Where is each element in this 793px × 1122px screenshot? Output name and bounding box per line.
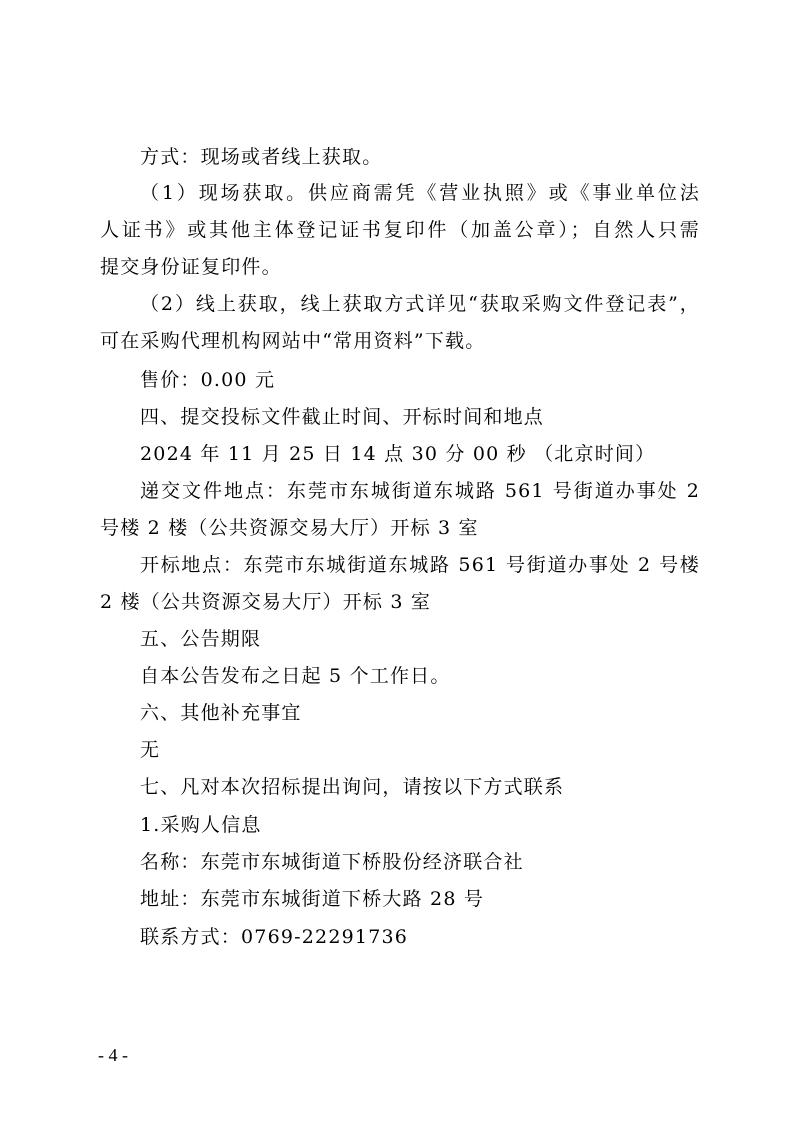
text-line-acquisition-method: 方式：现场或者线上获取。 xyxy=(140,146,383,168)
text-line-deadline-time: 2024 年 11 月 25 日 14 点 30 分 00 秒 （北京时间） xyxy=(140,443,656,465)
text-line-none: 无 xyxy=(140,739,161,761)
text-line-purchaser-name: 名称：东莞市东城街道下桥股份经济联合社 xyxy=(140,851,524,873)
text-line-purchaser-info: 1.采购人信息 xyxy=(140,814,262,836)
section-heading-other-matters: 六、其他补充事宜 xyxy=(140,702,302,724)
text-line-purchaser-phone: 联系方式：0769-22291736 xyxy=(140,926,409,948)
text-line-online-acquisition: （2）线上获取，线上获取方式详见“获取采购文件登记表”， xyxy=(140,293,700,315)
section-heading-deadline: 四、提交投标文件截止时间、开标时间和地点 xyxy=(140,406,545,428)
text-line-download: 可在采购代理机构网站中“常用资料”下载。 xyxy=(100,330,486,352)
text-line-submission-room: 号楼 2 楼（公共资源交易大厅）开标 3 室 xyxy=(100,517,479,539)
text-line-id-copy: 提交身份证复印件。 xyxy=(100,256,282,278)
text-line-purchaser-address: 地址：东莞市东城街道下桥大路 28 号 xyxy=(140,888,485,910)
page-number: - 4 - xyxy=(98,1045,128,1065)
text-line-announcement-period: 自本公告发布之日起 5 个工作日。 xyxy=(140,665,451,687)
text-line-submission-location: 递交文件地点：东莞市东城街道东城路 561 号街道办事处 2 xyxy=(140,480,700,502)
section-heading-contact: 七、凡对本次招标提出询问，请按以下方式联系 xyxy=(140,776,565,798)
text-line-opening-location: 开标地点：东莞市东城街道东城路 561 号街道办事处 2 号楼 xyxy=(140,554,700,576)
text-line-certificate: 人证书》或其他主体登记证书复印件（加盖公章）；自然人只需 xyxy=(100,219,700,241)
text-line-opening-room: 2 楼（公共资源交易大厅）开标 3 室 xyxy=(100,591,432,613)
text-line-price: 售价：0.00 元 xyxy=(140,369,276,391)
section-heading-announcement-period: 五、公告期限 xyxy=(140,628,262,650)
text-line-onsite-acquisition: （1）现场获取。供应商需凭《营业执照》或《事业单位法 xyxy=(140,182,700,204)
